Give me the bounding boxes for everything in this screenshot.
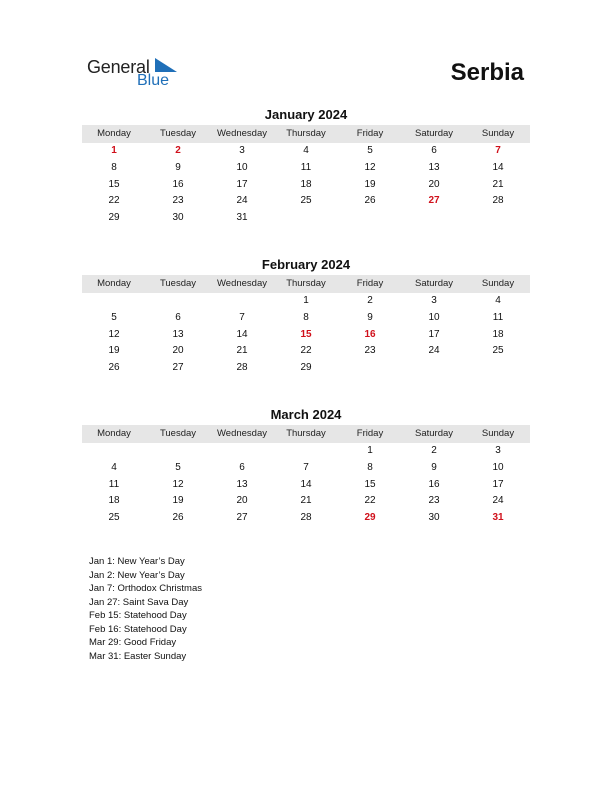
week-row [82, 443, 530, 460]
week-row [82, 293, 530, 310]
weekday-label: Tuesday [159, 128, 197, 139]
holiday-entry: Jan 1: New Year’s Day [89, 556, 185, 567]
holiday-day-cell: 31 [492, 512, 504, 524]
day-cell: 14 [300, 478, 312, 490]
weekday-label: Thursday [286, 428, 326, 439]
day-cell: 2 [431, 445, 437, 456]
empty-day-cell [466, 360, 530, 377]
weekday-label: Thursday [286, 128, 326, 139]
weekday-label: Wednesday [217, 128, 267, 139]
day-cell: 8 [111, 161, 117, 173]
day-cell: 12 [364, 161, 376, 173]
holiday-day-cell: 15 [300, 328, 312, 340]
empty-day-cell [274, 210, 338, 227]
day-cell: 19 [364, 178, 376, 190]
day-cell: 5 [175, 461, 181, 473]
logo-word-general: General [87, 57, 150, 77]
day-cell: 30 [428, 512, 440, 524]
day-cell: 17 [428, 328, 440, 340]
day-cell: 10 [236, 161, 248, 173]
week-row [82, 193, 530, 210]
weekday-header [82, 425, 530, 443]
day-cell: 25 [492, 345, 504, 357]
day-cell: 28 [236, 362, 248, 374]
day-cell: 1 [303, 295, 309, 306]
weekday-header [82, 275, 530, 293]
holiday-entry: Jan 27: Saint Sava Day [89, 596, 189, 608]
day-cell: 6 [431, 145, 437, 156]
weekday-label: Friday [356, 128, 384, 139]
week-row [82, 177, 530, 194]
weekday-label: Saturday [414, 128, 454, 139]
day-cell: 28 [300, 512, 312, 524]
day-cell: 11 [108, 478, 120, 490]
day-cell: 23 [428, 495, 440, 507]
day-cell: 12 [172, 478, 184, 490]
empty-day-cell [402, 360, 466, 377]
day-cell: 24 [236, 195, 248, 207]
week-row [82, 143, 530, 160]
day-cell: 16 [172, 178, 184, 190]
day-cell: 19 [108, 345, 120, 357]
month-calendar-february [82, 257, 530, 377]
empty-day-cell [466, 210, 530, 227]
day-cell: 24 [428, 345, 440, 357]
day-cell: 21 [492, 178, 504, 190]
day-cell: 22 [300, 345, 312, 357]
day-cell: 13 [428, 161, 440, 173]
empty-day-cell [82, 443, 146, 460]
empty-day-cell [210, 443, 274, 460]
weekday-label: Friday [356, 428, 384, 439]
day-cell: 27 [236, 512, 248, 524]
day-cell: 27 [172, 362, 184, 374]
day-cell: 7 [303, 461, 309, 473]
weekday-label: Sunday [481, 278, 515, 289]
holiday-entry: Mar 29: Good Friday [89, 637, 177, 648]
day-cell: 8 [303, 311, 309, 323]
day-cell: 21 [236, 345, 248, 357]
week-row [82, 460, 530, 477]
weekday-label: Saturday [414, 428, 454, 439]
weekday-label: Tuesday [159, 278, 197, 289]
empty-day-cell [210, 293, 274, 310]
empty-day-cell [146, 443, 210, 460]
holiday-day-cell: 2 [175, 145, 181, 156]
weekday-label: Wednesday [217, 278, 267, 289]
day-cell: 9 [175, 161, 181, 173]
day-cell: 23 [364, 345, 376, 357]
country-title: Serbia [450, 59, 524, 86]
day-cell: 17 [236, 178, 248, 190]
day-cell: 26 [172, 512, 184, 524]
day-cell: 16 [428, 478, 440, 490]
weekday-label: Thursday [286, 278, 326, 289]
day-cell: 21 [300, 495, 312, 507]
day-cell: 4 [495, 295, 501, 306]
day-cell: 15 [364, 478, 376, 490]
day-grid [82, 143, 530, 227]
month-calendar-january [82, 107, 530, 227]
day-cell: 4 [111, 461, 117, 473]
month-calendar-march [82, 407, 530, 527]
empty-day-cell [338, 210, 402, 227]
empty-day-cell [338, 360, 402, 377]
holiday-day-cell: 29 [364, 512, 376, 524]
holiday-entry: Jan 7: Orthodox Christmas [89, 583, 202, 594]
holiday-entry: Jan 2: New Year’s Day [89, 569, 185, 581]
day-cell: 11 [300, 161, 312, 173]
weekday-label: Monday [97, 278, 131, 289]
day-cell: 3 [495, 445, 501, 456]
empty-day-cell [82, 293, 146, 310]
holiday-entry: Feb 15: Statehood Day [89, 610, 187, 621]
day-cell: 29 [108, 212, 120, 224]
day-cell: 20 [236, 495, 248, 507]
day-cell: 14 [492, 161, 504, 173]
day-cell: 23 [172, 195, 184, 207]
holiday-entry: Mar 31: Easter Sunday [89, 650, 187, 662]
month-title: February 2024 [261, 257, 351, 272]
weekday-label: Tuesday [159, 428, 197, 439]
week-row [82, 493, 530, 510]
weekday-label: Wednesday [217, 428, 267, 439]
holiday-entry: Feb 16: Statehood Day [89, 623, 187, 635]
holiday-day-cell: 16 [364, 328, 376, 340]
holiday-list [89, 555, 202, 663]
weekday-label: Monday [97, 128, 131, 139]
week-row [82, 310, 530, 327]
month-title: March 2024 [270, 407, 342, 422]
day-cell: 26 [108, 362, 120, 374]
day-cell: 6 [175, 311, 181, 323]
day-cell: 5 [111, 311, 117, 323]
day-cell: 10 [428, 311, 440, 323]
day-cell: 2 [367, 295, 373, 306]
brand-logo [87, 55, 187, 93]
weekday-label: Saturday [414, 278, 454, 289]
week-row [82, 510, 530, 527]
day-cell: 13 [236, 478, 248, 490]
day-cell: 9 [367, 311, 373, 323]
day-cell: 22 [108, 195, 120, 207]
week-row [82, 327, 530, 344]
month-title: January 2024 [264, 107, 348, 122]
day-cell: 17 [492, 478, 504, 490]
empty-day-cell [274, 443, 338, 460]
weekday-label: Monday [97, 428, 131, 439]
day-cell: 26 [364, 195, 376, 207]
day-cell: 19 [172, 495, 184, 507]
day-cell: 10 [492, 461, 504, 473]
day-cell: 25 [108, 512, 120, 524]
day-cell: 28 [492, 195, 504, 207]
day-cell: 9 [431, 461, 437, 473]
week-row [82, 360, 530, 377]
day-cell: 3 [431, 295, 437, 306]
day-cell: 31 [236, 212, 248, 224]
weekday-header [82, 125, 530, 143]
day-cell: 25 [300, 195, 312, 207]
day-grid [82, 293, 530, 377]
day-cell: 5 [367, 145, 373, 156]
week-row [82, 343, 530, 360]
empty-day-cell [146, 293, 210, 310]
weekday-label: Friday [356, 278, 384, 289]
triangle-flag-icon [155, 58, 177, 72]
day-cell: 11 [492, 311, 504, 323]
day-cell: 8 [367, 461, 373, 473]
week-row [82, 210, 530, 227]
day-cell: 6 [239, 461, 245, 473]
day-cell: 30 [172, 212, 184, 224]
day-cell: 1 [367, 445, 373, 456]
weekday-label: Sunday [481, 128, 515, 139]
day-cell: 18 [108, 495, 120, 507]
day-cell: 14 [236, 328, 248, 340]
day-cell: 29 [300, 362, 312, 374]
day-cell: 20 [172, 345, 184, 357]
day-grid [82, 443, 530, 527]
day-cell: 18 [300, 178, 312, 190]
day-cell: 22 [364, 495, 376, 507]
day-cell: 15 [108, 178, 120, 190]
day-cell: 7 [239, 311, 245, 323]
holiday-day-cell: 27 [428, 195, 440, 207]
day-cell: 12 [108, 328, 120, 340]
day-cell: 24 [492, 495, 504, 507]
holiday-day-cell: 7 [495, 145, 501, 156]
weekday-label: Sunday [481, 428, 515, 439]
empty-day-cell [402, 210, 466, 227]
day-cell: 13 [172, 328, 184, 340]
day-cell: 3 [239, 145, 245, 156]
week-row [82, 477, 530, 494]
day-cell: 18 [492, 328, 504, 340]
logo-word-blue: Blue [137, 72, 170, 89]
holiday-day-cell: 1 [111, 145, 117, 156]
day-cell: 4 [303, 145, 309, 156]
week-row [82, 160, 530, 177]
day-cell: 20 [428, 178, 440, 190]
